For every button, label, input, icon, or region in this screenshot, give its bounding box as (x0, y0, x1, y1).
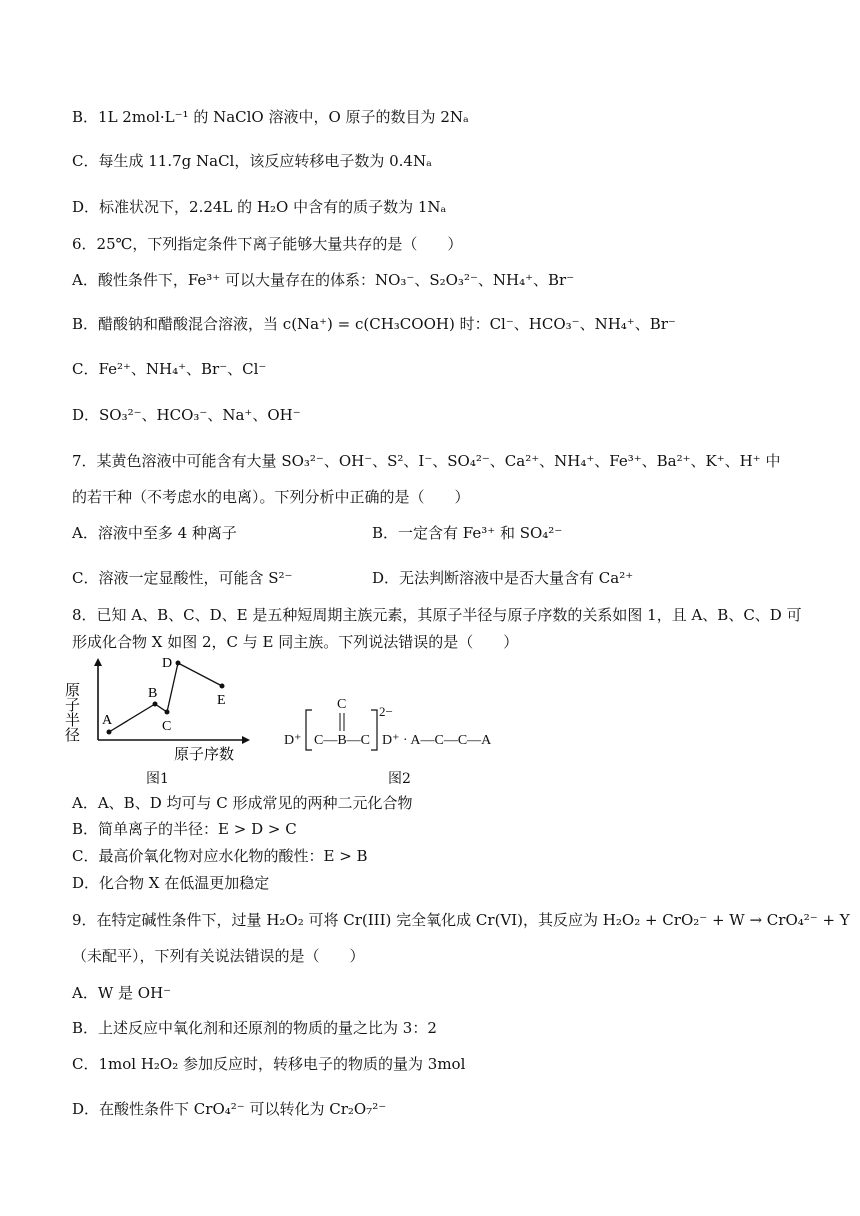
fig1-point-d: D (162, 656, 173, 671)
fig1-ylabel: 原子半径 (63, 682, 81, 742)
q6-stem: 6．25℃，下列指定条件下离子能够大量共存的是（ ） (72, 235, 463, 253)
fig2-top-c: C (337, 697, 347, 712)
q7-stem-line1: 7．某黄色溶液中可能含有大量 SO₃²⁻、OH⁻、S²、I⁻、SO₄²⁻、Ca²⁺、NH₄⁺、Fe³⁺、Ba²⁺、K⁺、H⁺ 中 (72, 452, 781, 470)
fig2-left-cation: D⁺ (284, 733, 302, 748)
q5-option-b: B．1L 2mol·L⁻¹ 的 NaClO 溶液中，O 原子的数目为 2Nₐ (72, 108, 469, 126)
q7-option-c: C．溶液一定显酸性，可能含 S²⁻ (72, 569, 293, 587)
figure-1-caption: 图1 (146, 771, 169, 787)
fig1-point-c: C (162, 719, 172, 734)
q9-option-c: C．1mol H₂O₂ 参加反应时，转移电子的物质的量为 3mol (72, 1055, 466, 1073)
q7-option-a: A．溶液中至多 4 种离子 (72, 524, 237, 542)
q9-option-d: D．在酸性条件下 CrO₄²⁻ 可以转化为 Cr₂O₇²⁻ (72, 1100, 387, 1118)
q9-option-a: A．W 是 OH⁻ (72, 984, 172, 1002)
q8-stem-line2: 形成化合物 X 如图 2，C 与 E 同主族。下列说法错误的是（ ） (72, 633, 519, 651)
figure-2-caption: 图2 (388, 771, 411, 787)
fig1-point-e: E (217, 693, 226, 708)
q9-stem-line1: 9．在特定碱性条件下，过量 H₂O₂ 可将 Cr(III) 完全氧化成 Cr(VI)，其反应为 H₂O₂ + CrO₂⁻ + W → CrO₄²⁻ + Y (72, 911, 850, 929)
q5-option-d: D．标准状况下，2.24L 的 H₂O 中含有的质子数为 1Nₐ (72, 198, 447, 216)
q9-option-b: B．上述反应中氧化剂和还原剂的物质的量之比为 3：2 (72, 1019, 437, 1037)
fig1-xlabel: 原子序数 (174, 745, 235, 763)
q7-option-b: B．一定含有 Fe³⁺ 和 SO₄²⁻ (372, 524, 563, 542)
figure-2-structure (282, 668, 522, 758)
q6-option-b: B．醋酸钠和醋酸混合溶液，当 c(Na⁺) = c(CH₃COOH) 时：Cl⁻、HCO₃⁻、NH₄⁺、Br⁻ (72, 315, 676, 333)
q7-stem-line2: 的若干种（不考虑水的电离）。下列分析中正确的是（ ） (72, 488, 470, 506)
q8-option-a: A．A、B、D 均可与 C 形成常见的两种二元化合物 (72, 794, 413, 812)
q8-option-d: D．化合物 X 在低温更加稳定 (72, 874, 270, 892)
fig2-charge: 2− (379, 704, 393, 719)
q8-option-b: B．简单离子的半径：E > D > C (72, 820, 297, 838)
q5-option-c: C．每生成 11.7g NaCl，该反应转移电子数为 0.4Nₐ (72, 152, 432, 170)
figure-1-radius-plot (63, 656, 256, 781)
fig2-chain: C—B—C (314, 733, 371, 748)
q6-option-c: C．Fe²⁺、NH₄⁺、Br⁻、Cl⁻ (72, 360, 267, 378)
q6-option-d: D．SO₃²⁻、HCO₃⁻、Na⁺、OH⁻ (72, 406, 301, 424)
q8-stem-line1: 8．已知 A、B、C、D、E 是五种短周期主族元素，其原子半径与原子序数的关系如图 1，且 A、B、C、D 可 (72, 606, 802, 624)
fig2-right: D⁺ · A—C—C—A (382, 733, 492, 748)
q9-stem-line2: （未配平），下列有关说法错误的是（ ） (72, 947, 365, 965)
q7-option-d: D．无法判断溶液中是否大量含有 Ca²⁺ (372, 569, 634, 587)
q8-option-c: C．最高价氧化物对应水化物的酸性：E > B (72, 847, 368, 865)
fig1-point-a: A (102, 713, 113, 728)
fig1-point-b: B (148, 686, 158, 701)
q6-option-a: A．酸性条件下，Fe³⁺ 可以大量存在的体系：NO₃⁻、S₂O₃²⁻、NH₄⁺、Br⁻ (72, 271, 575, 289)
